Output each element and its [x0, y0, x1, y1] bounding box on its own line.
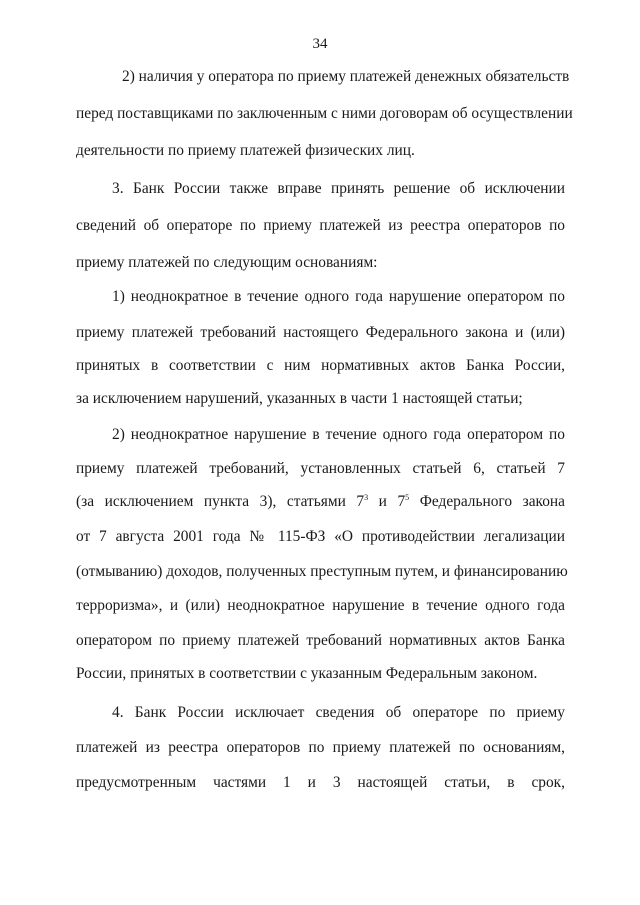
text-line: 3. Банк России также вправе принять решение об исключении — [112, 180, 565, 197]
page-number: 34 — [312, 36, 328, 52]
text-line: сведений об операторе по приему платежей из реестра операторов по — [76, 217, 565, 234]
text-line: деятельности по приему платежей физических лиц. — [76, 142, 415, 159]
text-segment: Федерального закона — [409, 493, 565, 510]
text-line: платежей из реестра операторов по приему платежей по основаниям, — [76, 739, 565, 756]
superscript: 3 — [364, 493, 369, 502]
text-line: приему платежей требований, установленных статьей 6, статьей 7 — [76, 460, 565, 477]
text-line: 1) неоднократное в течение одного года нарушение оператором по — [112, 288, 565, 305]
text-line: терроризма», и (или) неоднократное нарушение в течение одного года — [76, 597, 565, 614]
superscript: 5 — [405, 493, 410, 502]
text-line: (отмыванию) доходов, полученных преступным путем, и финансированию — [76, 563, 568, 580]
text-line: оператором по приему платежей требований нормативных актов Банка — [76, 632, 565, 649]
text-line: приему платежей требований настоящего Федерального закона и (или) — [76, 324, 565, 341]
text-line: от 7 августа 2001 года № 115-ФЗ «О противодействии легализации — [76, 528, 565, 545]
text-line: перед поставщиками по заключенным с ними договорам об осуществлении — [76, 105, 573, 122]
text-segment: (за исключением пункта 3), статьями 7 — [76, 493, 365, 510]
text-line: за исключением нарушений, указанных в части 1 настоящей статьи; — [76, 390, 523, 407]
text-line: 4. Банк России исключает сведения об операторе по приему — [112, 704, 565, 721]
text-line: 2) неоднократное нарушение в течение одного года оператором по — [112, 426, 565, 443]
text-line — [76, 492, 565, 512]
text-line: России, принятых в соответствии с указанным Федеральным законом. — [76, 665, 538, 682]
text-line: предусмотренным частями 1 и 3 настоящей статьи, в срок, — [76, 774, 565, 791]
text-line: 2) наличия у оператора по приему платежей денежных обязательств — [122, 68, 570, 85]
text-line: приему платежей по следующим основаниям: — [76, 254, 378, 271]
text-line: принятых в соответствии с ним нормативных актов Банка России, — [76, 357, 565, 374]
text-segment: и 7 — [368, 493, 406, 510]
